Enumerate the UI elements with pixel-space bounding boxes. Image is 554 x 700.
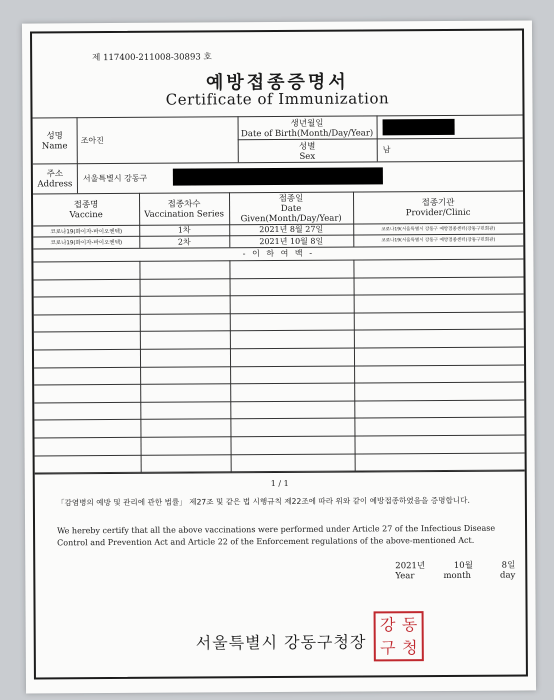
issue-day-en: day	[499, 570, 516, 581]
certificate-paper	[22, 20, 536, 693]
sex-value	[383, 138, 413, 161]
col-provider	[353, 191, 523, 224]
statement-korean: 「감염병의 예방 및 관리에 관한 법률」 제27조 및 같은 법 시행규칙 제22조에 따라 위와 같이 예방접종하였음을 증명합니다.	[56, 495, 470, 508]
col-date	[229, 192, 353, 225]
name-value-text: 조아진	[80, 135, 104, 145]
table-row	[33, 236, 139, 249]
empty-row-line	[34, 399, 524, 403]
sex-label-ko: 성별	[298, 141, 316, 152]
empty-rows	[32, 31, 522, 34]
certificate-frame	[30, 28, 528, 679]
col-provider-en: Provider/Clinic	[405, 207, 471, 219]
address-value	[83, 163, 173, 194]
issue-day: 8일	[501, 560, 516, 571]
col-provider-ko: 접종기관	[421, 197, 455, 209]
issue-date-en	[395, 571, 515, 582]
table-row	[33, 225, 139, 237]
issue-month: 10월	[453, 560, 473, 571]
issue-year: 2021년	[395, 561, 426, 572]
dob-label	[238, 115, 377, 139]
issue-date-ko	[395, 559, 515, 572]
col-date-en: Date Given(Month/Day/Year)	[240, 203, 342, 225]
row2-vaccine: 코로나19(화이자-바이오엔텍)	[50, 239, 123, 247]
col-series-en: Vaccination Series	[144, 209, 224, 220]
col-vaccine-ko: 접종명	[73, 200, 99, 211]
row1-series-cell	[139, 224, 229, 236]
col-vaccine-en: Vaccine	[69, 210, 103, 221]
issue-year-en: Year	[395, 571, 415, 582]
seal-char-3: 구	[379, 637, 396, 657]
name-label	[33, 117, 77, 163]
dob-label-ko: 생년월일	[290, 118, 324, 129]
col-series-ko: 접종차수	[167, 199, 201, 210]
sex-label-en: Sex	[299, 151, 316, 162]
address-value-text: 서울특별시 강동구	[82, 173, 148, 183]
row2-provider-cell	[353, 234, 523, 247]
col-series	[139, 192, 229, 225]
seal-char-2: 동	[401, 614, 418, 634]
serial-number: 제 117400-211008-30893 호	[92, 52, 212, 64]
row2-series-cell	[139, 235, 229, 248]
official-seal	[374, 611, 424, 661]
row2-date: 2021년 10월 8일	[259, 236, 324, 246]
page-number	[35, 474, 525, 493]
address-label-en: Address	[37, 179, 73, 190]
empty-row-line	[34, 364, 524, 368]
row2-series: 2차	[177, 237, 191, 247]
row1-provider: 코로나19(서울특별시 강동구 예방접종센터(강동구민회관)	[381, 226, 496, 232]
row2-provider: 코로나19(서울특별시 강동구 예방접종센터(강동구민회관)	[381, 237, 496, 244]
name-label-en: Name	[41, 141, 68, 152]
issue-date	[395, 559, 515, 582]
page-number-text: 1 / 1	[270, 478, 289, 488]
empty-row-line	[34, 382, 524, 386]
sex-value-text: 남	[382, 145, 391, 155]
statement-english: We hereby certify that all the above vaccinations were performed under Article 27 of the Infectious Disease Control and Prevention Act and Article 22 of the Enforcement regulations of the above-mentioned Act.	[57, 523, 496, 548]
seal-char-1: 강	[379, 614, 396, 634]
title-english: Certificate of Immunization	[165, 89, 390, 109]
seal-char-4: 청	[401, 637, 418, 657]
address-label	[33, 163, 77, 193]
end-mark-text: - 이 하 여 백 -	[242, 248, 315, 259]
empty-row-line	[34, 347, 524, 351]
col-vaccine	[33, 193, 139, 226]
issuer-name: 서울특별시 강동구청장	[195, 632, 367, 653]
name-value	[81, 117, 161, 163]
empty-row-line	[34, 417, 524, 421]
empty-row-line	[34, 294, 524, 298]
col-date-ko: 접종일	[278, 193, 304, 204]
address-redaction	[173, 167, 383, 185]
title-korean: 예방접종증명서	[205, 71, 349, 94]
issue-month-en: month	[443, 570, 472, 581]
row1-date: 2021년 8월 27일	[259, 224, 324, 235]
empty-row-line	[34, 311, 524, 315]
empty-row-line	[34, 435, 524, 439]
empty-row-line	[34, 276, 524, 280]
name-label-ko: 성명	[46, 131, 63, 142]
dob-label-en: Date of Birth(Month/Day/Year)	[241, 127, 374, 139]
empty-row-line	[34, 329, 524, 333]
address-label-ko: 주소	[46, 169, 64, 180]
sex-label	[238, 138, 377, 162]
row1-series: 1차	[177, 225, 191, 235]
row2-date-cell	[229, 235, 353, 248]
empty-row-line	[35, 452, 525, 456]
row1-date-cell	[229, 224, 353, 236]
row1-vaccine: 코로나19(화이자-바이오엔텍)	[50, 228, 123, 235]
dob-redaction	[383, 119, 455, 135]
